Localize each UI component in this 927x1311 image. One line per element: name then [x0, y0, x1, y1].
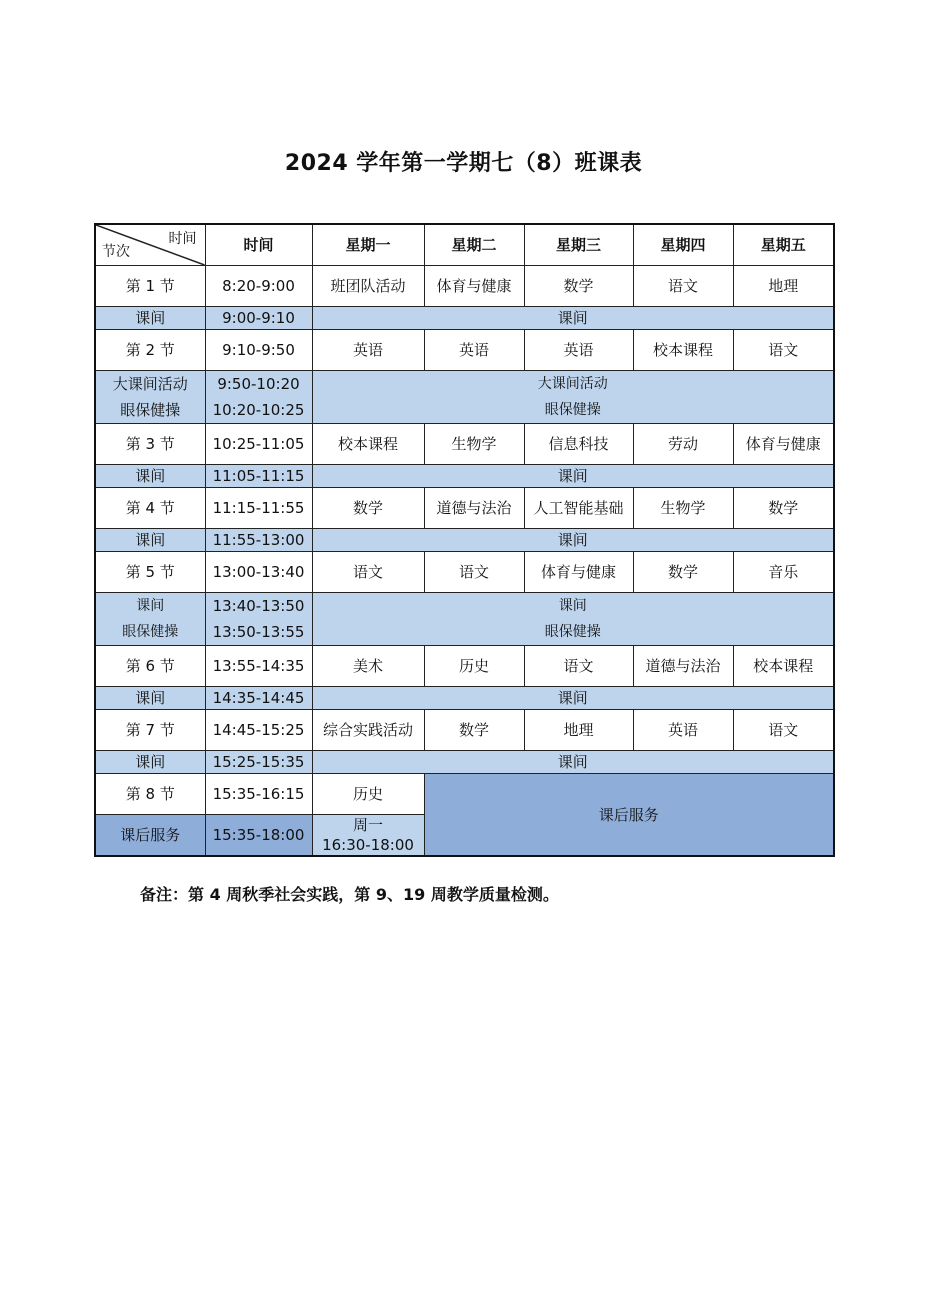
- subject-cell: 生物学: [633, 488, 733, 529]
- subject-cell: 体育与健康: [733, 424, 834, 465]
- subject-cell: 语文: [733, 710, 834, 751]
- subject-cell: 英语: [312, 330, 424, 371]
- footnote: 备注：第 4 周秋季社会实践，第 9、19 周教学质量检测。: [140, 885, 559, 904]
- period-time: 15:35-16:15: [205, 774, 312, 815]
- period-time: 13:55-14:35: [205, 646, 312, 687]
- period-row: [95, 552, 834, 593]
- break-name: 课间: [95, 687, 205, 710]
- subject-cell: 校本课程: [312, 424, 424, 465]
- period-row: [95, 266, 834, 307]
- period-time: 13:00-13:40: [205, 552, 312, 593]
- subject-cell: 数学: [312, 488, 424, 529]
- service-monday-time: 16:30-18:00: [322, 836, 414, 854]
- big-break-row: [95, 371, 834, 424]
- break-eye-label-2: 眼保健操: [544, 624, 601, 640]
- service-time: 15:35-18:00: [205, 815, 312, 857]
- subject-cell: 道德与法治: [633, 646, 733, 687]
- subject-cell: 地理: [733, 266, 834, 307]
- period-row: [95, 710, 834, 751]
- subject-cell: 美术: [312, 646, 424, 687]
- subject-cell: 体育与健康: [524, 552, 633, 593]
- break-row: [95, 307, 834, 330]
- header-row: [95, 224, 834, 266]
- subject-cell: 校本课程: [633, 330, 733, 371]
- break-name: 课间: [95, 307, 205, 330]
- corner-period-label: 节次: [102, 244, 130, 260]
- big-break-label: [312, 371, 834, 424]
- break-row: [95, 465, 834, 488]
- period-name: 第 2 节: [95, 330, 205, 371]
- period-time: 9:10-9:50: [205, 330, 312, 371]
- subject-cell: 语文: [633, 266, 733, 307]
- subject-cell: 数学: [733, 488, 834, 529]
- page-title: 2024 学年第一学期七（8）班课表: [284, 151, 643, 176]
- break-label: 课间: [312, 307, 834, 330]
- period-name: 第 3 节: [95, 424, 205, 465]
- service-monday: [312, 815, 424, 857]
- subject-cell: 生物学: [424, 424, 524, 465]
- period-time: 10:25-11:05: [205, 424, 312, 465]
- break-eye-label: [312, 593, 834, 646]
- subject-cell: 语文: [733, 330, 834, 371]
- subject-cell: 语文: [424, 552, 524, 593]
- header-day: 星期四: [633, 224, 733, 266]
- big-break-name-2: 眼保健操: [120, 401, 181, 419]
- big-break-label-2: 眼保健操: [544, 402, 601, 418]
- subject-cell: 英语: [424, 330, 524, 371]
- subject-cell: 综合实践活动: [312, 710, 424, 751]
- subject-cell: 数学: [424, 710, 524, 751]
- break-time: 11:55-13:00: [205, 529, 312, 552]
- subject-cell: 人工智能基础: [524, 488, 633, 529]
- header-day: 星期二: [424, 224, 524, 266]
- break-row: [95, 751, 834, 774]
- corner-time-label: 时间: [168, 231, 197, 247]
- subject-cell: 体育与健康: [424, 266, 524, 307]
- big-break-label-1: 大课间活动: [537, 376, 608, 392]
- big-break-name-1: 大课间活动: [112, 375, 188, 393]
- service-name: 课后服务: [95, 815, 205, 857]
- period-row: [95, 330, 834, 371]
- subject-cell: 语文: [524, 646, 633, 687]
- break-eye-name-1: 课间: [136, 598, 165, 614]
- break-time: 11:05-11:15: [205, 465, 312, 488]
- period-name: 第 1 节: [95, 266, 205, 307]
- big-break-time-1: 9:50-10:20: [217, 375, 300, 393]
- break-eye-name: [95, 593, 205, 646]
- subject-cell: 校本课程: [733, 646, 834, 687]
- subject-cell: 劳动: [633, 424, 733, 465]
- break-time: 15:25-15:35: [205, 751, 312, 774]
- break-eye-time-1: 13:40-13:50: [212, 597, 305, 615]
- subject-cell: 数学: [524, 266, 633, 307]
- break-row: [95, 529, 834, 552]
- break-name: 课间: [95, 465, 205, 488]
- period-row: [95, 646, 834, 687]
- big-break-time-2: 10:20-10:25: [212, 401, 305, 419]
- subject-cell: 语文: [312, 552, 424, 593]
- subject-cell: 历史: [312, 774, 424, 815]
- corner-cell: [95, 224, 205, 266]
- period-time: 8:20-9:00: [205, 266, 312, 307]
- subject-cell: 音乐: [733, 552, 834, 593]
- header-day: 星期五: [733, 224, 834, 266]
- break-eye-time: [205, 593, 312, 646]
- subject-cell: 英语: [524, 330, 633, 371]
- subject-cell: 数学: [633, 552, 733, 593]
- header-day: 星期一: [312, 224, 424, 266]
- big-break-name: [95, 371, 205, 424]
- break-label: 课间: [312, 687, 834, 710]
- subject-cell: 地理: [524, 710, 633, 751]
- subject-cell: 班团队活动: [312, 266, 424, 307]
- period-row-8: [95, 774, 834, 815]
- period-name: 第 8 节: [95, 774, 205, 815]
- break-label: 课间: [312, 529, 834, 552]
- break-label: 课间: [312, 465, 834, 488]
- period-name: 第 6 节: [95, 646, 205, 687]
- subject-cell: 道德与法治: [424, 488, 524, 529]
- break-name: 课间: [95, 751, 205, 774]
- break-label: 课间: [312, 751, 834, 774]
- subject-cell: 历史: [424, 646, 524, 687]
- header-day: 星期三: [524, 224, 633, 266]
- break-eye-label-1: 课间: [558, 598, 587, 614]
- break-eye-row: [95, 593, 834, 646]
- header-time: 时间: [205, 224, 312, 266]
- break-row: [95, 687, 834, 710]
- break-time: 9:00-9:10: [205, 307, 312, 330]
- period-name: 第 4 节: [95, 488, 205, 529]
- after-school-service-label: 课后服务: [424, 774, 834, 857]
- period-row: [95, 424, 834, 465]
- period-row: [95, 488, 834, 529]
- period-time: 14:45-15:25: [205, 710, 312, 751]
- subject-cell: 信息科技: [524, 424, 633, 465]
- big-break-time: [205, 371, 312, 424]
- timetable: [94, 223, 835, 857]
- break-time: 14:35-14:45: [205, 687, 312, 710]
- break-eye-time-2: 13:50-13:55: [212, 623, 305, 641]
- break-name: 课间: [95, 529, 205, 552]
- period-name: 第 7 节: [95, 710, 205, 751]
- subject-cell: 英语: [633, 710, 733, 751]
- period-name: 第 5 节: [95, 552, 205, 593]
- period-time: 11:15-11:55: [205, 488, 312, 529]
- service-monday-day: 周一: [352, 816, 383, 834]
- break-eye-name-2: 眼保健操: [122, 624, 179, 640]
